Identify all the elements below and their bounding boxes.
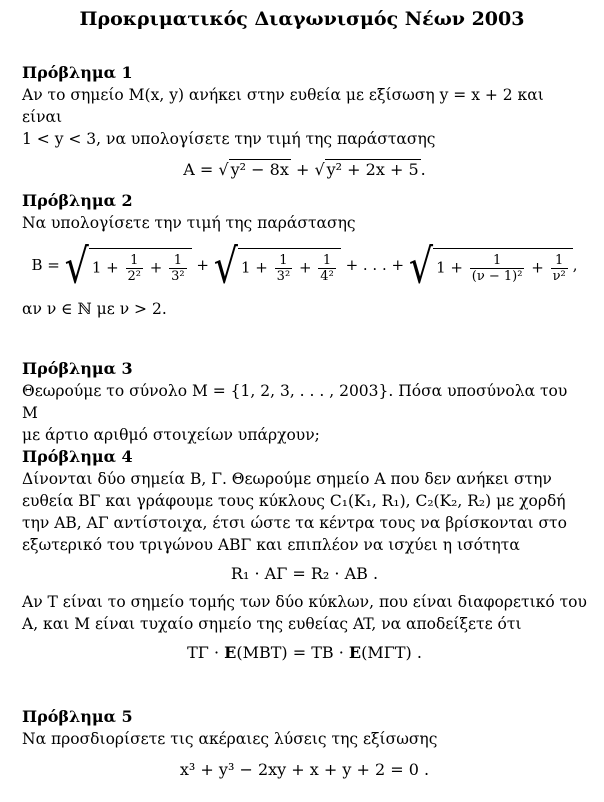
problem-1 (22, 62, 587, 179)
problem-text-line: 1 < y < 3, να υπολογίσετε την τιμή της παράστασης (22, 130, 436, 148)
problem-text-line: αν ν ∈ ℕ με ν > 2. (22, 300, 167, 318)
problem-heading: Πρόβλημα 4 (22, 447, 133, 466)
problem-3 (22, 358, 587, 446)
fraction: $\frac{1}{\text{ν²}}$ (552, 253, 566, 284)
problem-text-line: με άρτιο αριθμό στοιχείων υπάρχουν; (22, 426, 320, 444)
problem-2 (22, 190, 587, 320)
document-title: Προκριματικός Διαγωνισμός Νέων 2003 (79, 8, 525, 30)
fraction: $\frac{1}{\text{3²}}$ (171, 253, 185, 284)
problem-text-line: Δίνονται δύο σημεία B, Γ. Θεωρούμε σημείο A που δεν ανήκει στην (22, 470, 552, 488)
sqrt-term: √ 1 + $\frac{1}{\text{(ν − 1)²}}$ + $\frac{1}{\text{ν²}}$ (409, 244, 573, 288)
sqrt-term: √ 1 + $\frac{1}{\text{2²}}$ + $\frac{1}{\text{3²}}$ (65, 244, 192, 288)
equation: B = √ 1 + $\frac{1}{\text{2²}}$ + $\frac{1}{\text{3²}}$ + √ 1 + $\frac{1}{\text{3²}}$ + $\frac{1}{\text{4²}}$ + . . . + √ 1 + $\frac{1}{\text{(ν − 1)²}}$ + $\frac{1}{\text{ν²}}$ , (31, 238, 578, 294)
fraction: $\frac{1}{\text{2²}}$ (127, 253, 142, 284)
equation: A = √ y² − 8x + √ y² + 2x + 5 . (183, 160, 426, 179)
problem-heading: Πρόβλημα 2 (22, 191, 133, 210)
fraction: $\frac{1}{\text{(ν − 1)²}}$ (471, 253, 523, 284)
problem-4 (22, 446, 587, 662)
problem-text-line: Αν το σημείο M(x, y) ανήκει στην ευθεία με εξίσωση y = x + 2 και είναι (22, 86, 544, 126)
equation-lhs: A = (183, 160, 214, 179)
problem-text-line: Να υπολογίσετε την τιμή της παράστασης (22, 214, 356, 232)
problem-heading: Πρόβλημα 1 (22, 63, 133, 82)
problem-text-line: ευθεία BΓ και γράφουμε τους κύκλους C₁(K₁, R₁), C₂(K₂, R₂) με χορδή (22, 492, 566, 510)
problem-text-line: Θεωρούμε το σύνολο M = {1, 2, 3, . . . , 2003}. Πόσα υποσύνολα του M (22, 382, 568, 422)
fraction: $\frac{1}{\text{3²}}$ (276, 253, 291, 284)
sqrt-term: √ y² − 8x (218, 160, 289, 179)
equation: x³ + y³ − 2xy + x + y + 2 = 0 . (179, 760, 430, 779)
problem-text-line: την AB, AΓ αντίστοιχα, έτσι ώστε τα κέντρα τους να βρίσκονται στο (22, 514, 567, 532)
problem-heading: Πρόβλημα 3 (22, 359, 133, 378)
sqrt-term: √ y² + 2x + 5 (314, 160, 419, 179)
sqrt-term: √ 1 + $\frac{1}{\text{3²}}$ + $\frac{1}{\text{4²}}$ (214, 244, 341, 288)
equation: TΓ · E(MBT) = TB · E(MΓT) . (187, 643, 422, 662)
problem-text-line: Αν T είναι το σημείο τομής των δύο κύκλων, που είναι διαφορετικό του (22, 593, 587, 611)
problem-heading: Πρόβλημα 5 (22, 707, 133, 726)
equation: R₁ · AΓ = R₂ · AB . (230, 564, 379, 583)
problem-5 (22, 706, 587, 779)
problem-text-line: A, και M είναι τυχαίο σημείο της ευθείας AT, να αποδείξετε ότι (22, 615, 522, 633)
problem-text-line: εξωτερικό του τριγώνου ABΓ και επιπλέον να ισχύει η ισότητα (22, 536, 520, 554)
fraction: $\frac{1}{\text{4²}}$ (320, 253, 334, 284)
problem-text-line: Να προσδιορίσετε τις ακέραιες λύσεις της εξίσωσης (22, 730, 438, 748)
